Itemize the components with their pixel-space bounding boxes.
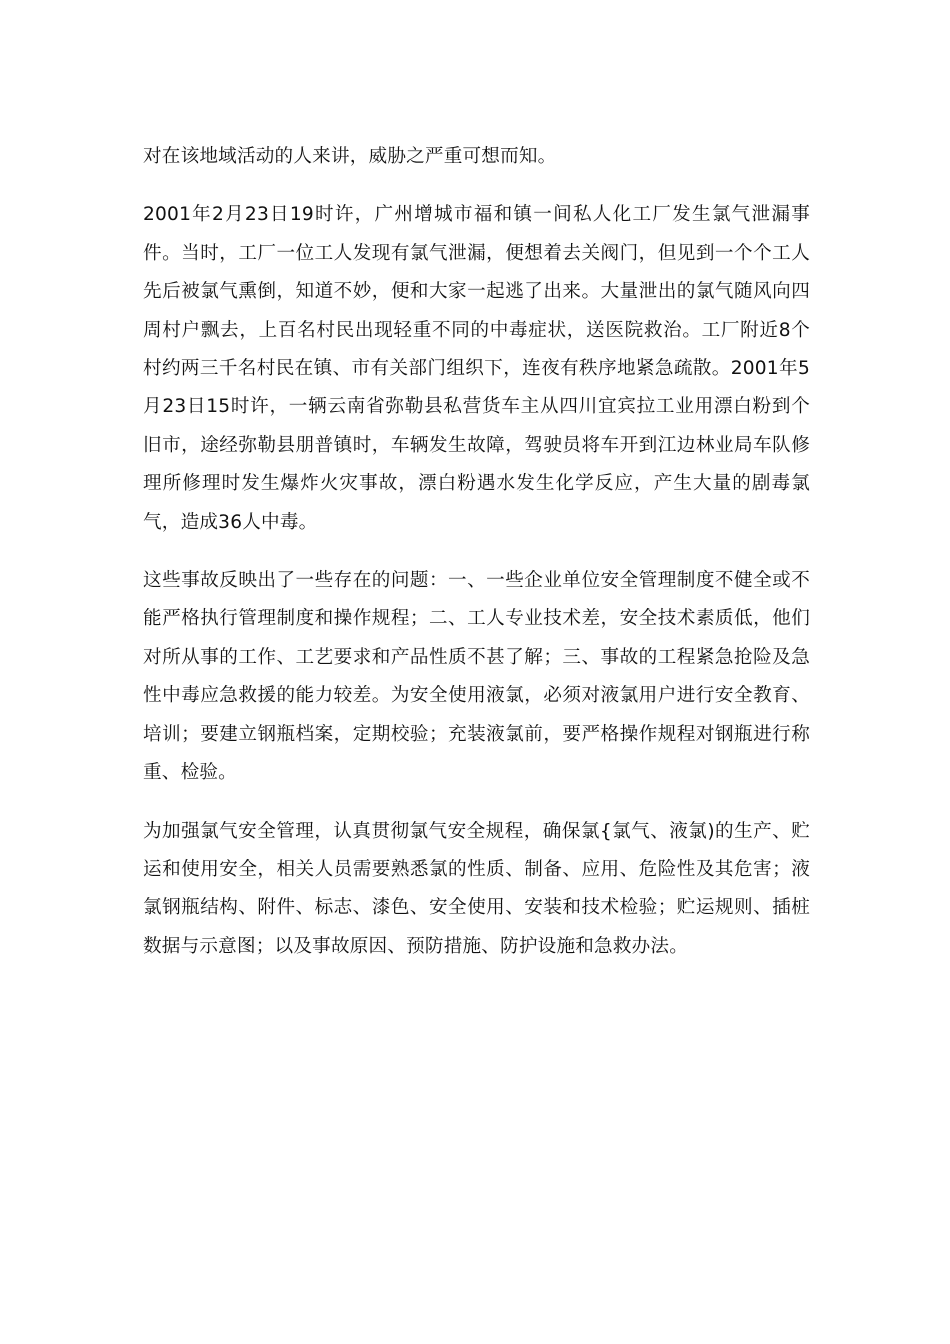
paragraph-problems-analysis: 这些事故反映出了一些存在的问题：一、一些企业单位安全管理制度不健全或不能严格执行管理制度和操作规程；二、工人专业技术差，安全技术素质低，他们对所从事的工作、工艺要求和产品性质不甚了解；三、事故的工程紧急抢险及急性中毒应急救援的能力较差。为安全使用液氯，必须对液氯用户进行安全教育、培训；要建立钢瓶档案，定期校验；充装液氯前，要严格操作规程对钢瓶进行称重、检验。 xyxy=(143,570,810,784)
paragraph-safety-management: 为加强氯气安全管理，认真贯彻氯气安全规程，确保氯{氯气、液氯)的生产、贮运和使用安全，相关人员需要熟悉氯的性质、制备、应用、危险性及其危害；液氯钢瓶结构、附件、标志、漆色、安全使用、安装和技术检验；贮运规则、插桩数据与示意图；以及事故原因、预防措施、防护设施和急救办法。 xyxy=(143,820,810,957)
paragraph-threat-summary: 对在该地域活动的人来讲，威胁之严重可想而知。 xyxy=(143,146,557,167)
document-body xyxy=(143,138,810,966)
paragraph-accident-cases: 2001年2月23日19时许，广州增城市福和镇一间私人化工厂发生氯气泄漏事件。当时，工厂一位工人发现有氯气泄漏，便想着去关阀门，但见到一个个工人先后被氯气熏倒，知道不妙，便和大家一起逃了出来。大量泄出的氯气随风向四周村户飘去，上百名村民出现轻重不同的中毒症状，送医院救治。工厂附近8个村约两三千名村民在镇、市有关部门组织下，连夜有秩序地紧急疏散。2001年5月23日15时许，一辆云南省弥勒县私营货车主从四川宜宾拉工业用漂白粉到个旧市，途经弥勒县朋普镇时，车辆发生故障，驾驶员将车开到江边林业局车队修理所修理时发生爆炸火灾事故，漂白粉遇水发生化学反应，产生大量的剧毒氯气，造成36人中毒。 xyxy=(143,204,810,533)
